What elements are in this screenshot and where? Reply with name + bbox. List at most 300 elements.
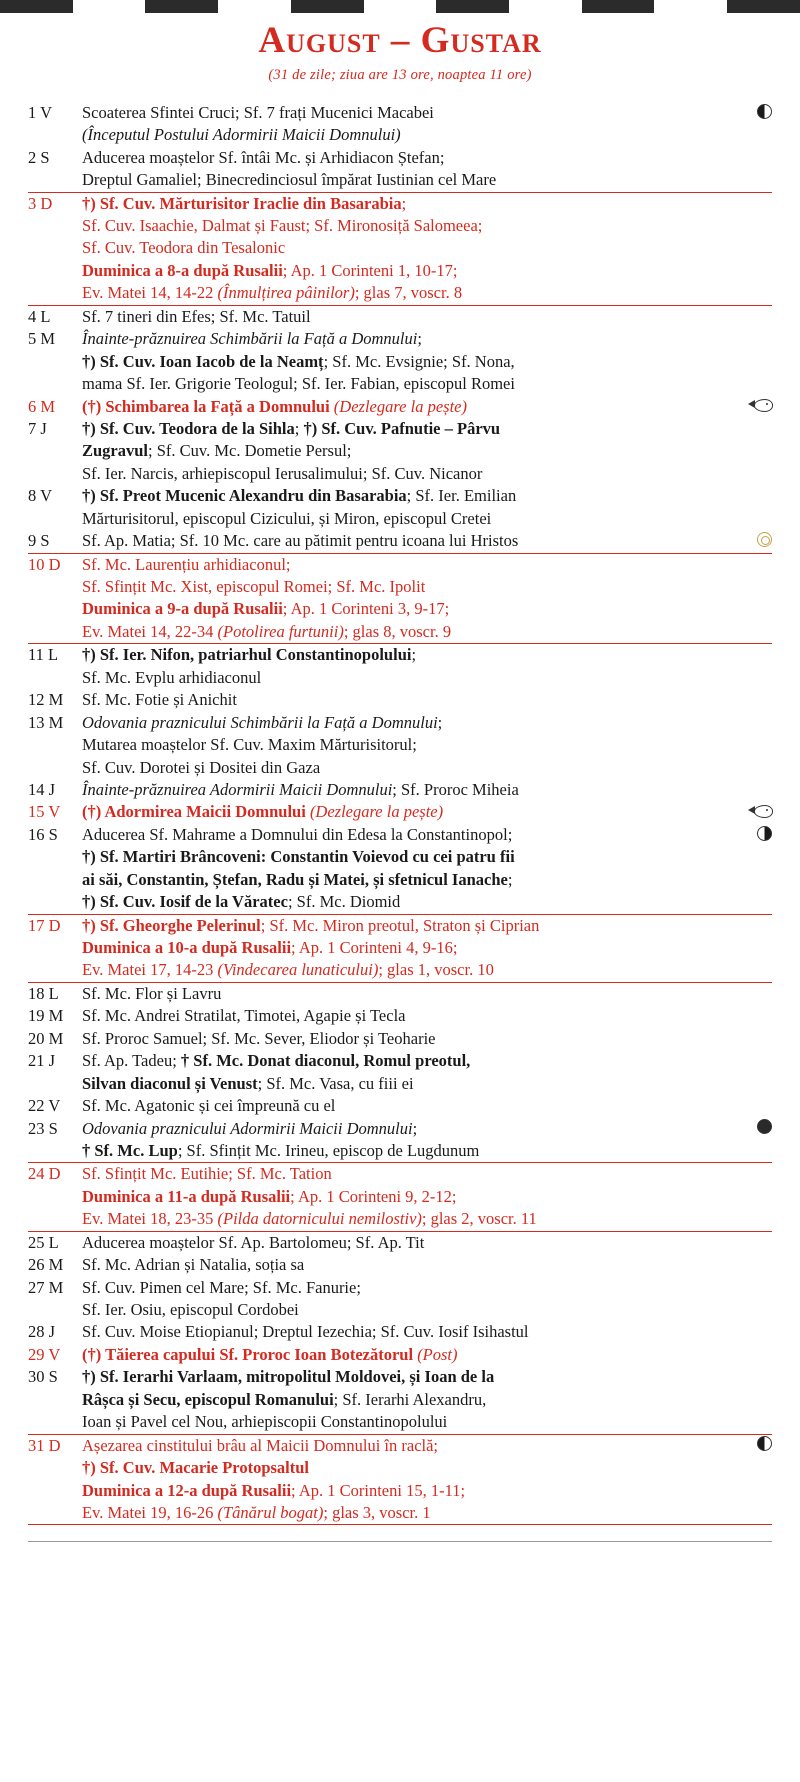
top-bar-segment — [73, 0, 146, 13]
day-number: 3 D — [28, 193, 53, 213]
day-number: 11 L — [28, 645, 59, 665]
entry-line — [82, 891, 746, 913]
moon-phase-slot — [746, 1366, 772, 1434]
entry-text-run: ; glas 7, voscr. 8 — [354, 283, 463, 303]
entry-line — [82, 1344, 746, 1366]
day-entry-text — [82, 1163, 746, 1231]
entry-text-run: Sf. Cuv. Isaachie, Dalmat și Faust; Sf. Mironosiță Salomeea; — [82, 216, 483, 236]
calendar-row — [28, 1321, 772, 1343]
entry-line — [82, 1028, 746, 1050]
entry-line — [82, 779, 746, 801]
entry-text-run: ; glas 2, voscr. 11 — [421, 1209, 537, 1229]
day-number: 25 L — [28, 1232, 59, 1252]
moon-phase-slot — [746, 644, 772, 689]
entry-text-run: Duminica a 8-a după Rusalii — [82, 260, 283, 280]
calendar-row — [28, 1277, 772, 1322]
entry-text-run: ; — [294, 418, 304, 438]
entry-text-run: (†) Adormirea Maicii Domnului — [82, 802, 306, 822]
day-number: 30 S — [28, 1367, 58, 1387]
entry-text-run: ; Ap. 1 Corinteni 15, 1-11; — [291, 1480, 466, 1500]
calendar-row — [28, 1254, 772, 1276]
calendar-row — [28, 1344, 772, 1366]
entry-line — [82, 801, 746, 823]
day-number: 18 L — [28, 983, 59, 1003]
entry-text-run: Sf. Mc. Agatonic și cei împreună cu el — [82, 1096, 336, 1116]
entry-text-run: Înainte-prăznuirea Adormirii Maicii Domnului — [82, 779, 393, 799]
entry-line — [82, 576, 746, 598]
entry-text-run: †) Sf. Ier. Nifon, patriarhul Constantinopolului — [82, 645, 412, 665]
entry-line — [82, 554, 746, 576]
entry-line — [82, 508, 746, 530]
entry-line — [82, 1411, 746, 1433]
entry-text-run: Aducerea moаștelor Sf. Ap. Bartolomeu; Sf. Ap. Tit — [82, 1232, 425, 1252]
entry-line — [82, 1140, 746, 1162]
entry-text-run: (Post) — [417, 1344, 458, 1364]
entry-text-run: Odovania praznicului Adormirii Maicii Domnului — [82, 1118, 413, 1138]
entry-text-run: Mărturisitorul, episcopul Cizicului, și Miron, episcopul Cretei — [82, 508, 492, 528]
moon-phase-slot — [746, 1254, 772, 1276]
moon-full-icon — [757, 1119, 772, 1134]
entry-line — [82, 846, 746, 868]
entry-text-run: Ev. Matei 14, 22-34 — [82, 621, 218, 641]
entry-text-run: †) Sf. Cuv. Pafnutie – Pârvu — [303, 418, 501, 438]
entry-line — [82, 1435, 746, 1457]
entry-line — [82, 1118, 746, 1140]
calendar-row — [28, 192, 772, 305]
day-number: 15 V — [28, 802, 61, 822]
entry-text-run: Duminica a 12-a după Rusalii — [82, 1480, 292, 1500]
entry-text-run: (Vindecarea lunaticului) — [217, 960, 379, 980]
calendar-row — [28, 1028, 772, 1050]
moon-phase-slot — [746, 689, 772, 711]
day-number: 1 V — [28, 102, 52, 122]
entry-text-run: Duminica a 9-a după Rusalii — [82, 599, 283, 619]
entry-text-run: ; — [437, 712, 443, 732]
page-title: August – Gustar — [258, 20, 542, 61]
entry-line — [82, 869, 746, 891]
entry-line — [82, 1299, 746, 1321]
entry-line — [82, 373, 746, 395]
entry-text-run: Sf. Mc. Adrian și Natalia, soția sa — [82, 1255, 305, 1275]
entry-text-run: Scoaterea Sfintei Cruci; Sf. 7 frați Mucenici Macabei — [82, 102, 434, 122]
moon-phase-slot — [746, 1277, 772, 1322]
entry-text-run: ; — [417, 329, 422, 349]
day-entry-text — [82, 147, 746, 192]
entry-line — [82, 734, 746, 756]
moon-phase-slot — [746, 1005, 772, 1027]
day-number: 10 D — [28, 554, 61, 574]
entry-line — [82, 418, 746, 440]
day-number: 27 M — [28, 1277, 64, 1297]
entry-line — [82, 169, 746, 191]
day-number: 14 J — [28, 779, 56, 799]
calendar-row — [28, 914, 772, 982]
calendar-row — [28, 1366, 772, 1434]
entry-line — [82, 824, 746, 846]
entry-line — [82, 328, 746, 350]
calendar-row — [28, 102, 772, 147]
entry-text-run: (Potolirea furtunii) — [217, 621, 344, 641]
entry-text-run: Ev. Matei 19, 16-26 — [82, 1502, 218, 1522]
entry-line — [82, 1005, 746, 1027]
entry-line — [82, 757, 746, 779]
calendar-row — [28, 801, 772, 823]
entry-line — [82, 260, 746, 282]
entry-line — [82, 1095, 746, 1117]
day-entry-text — [82, 1434, 746, 1525]
calendar-table — [28, 102, 772, 1526]
entry-text-run: ; Sf. Ier. Emilian — [406, 486, 517, 506]
entry-text-run: Duminica a 11-a după Rusalii — [82, 1186, 291, 1206]
day-number: 13 M — [28, 712, 64, 732]
entry-text-run: †) Sf. Cuv. Ioan Iacob de la Neamț — [82, 351, 324, 371]
entry-text-run: Sf. Mc. Evplu arhidiaconul — [82, 667, 262, 687]
entry-text-run: Așezarea cinstitului brâu al Maicii Domnului în raclă; — [82, 1435, 439, 1455]
entry-text-run: (Dezlegare la pește) — [333, 396, 467, 416]
day-number: 6 M — [28, 396, 56, 416]
day-number: 24 D — [28, 1164, 61, 1184]
entry-text-run: ; Sf. Mc. Diomid — [287, 892, 401, 912]
moon-phase-icon — [746, 530, 772, 553]
entry-text-run: ; Ap. 1 Corinteni 3, 9-17; — [282, 599, 450, 619]
entry-line — [82, 215, 746, 237]
top-bar-segment — [582, 0, 655, 13]
calendar-row — [28, 982, 772, 1005]
entry-text-run: ; Ap. 1 Corinteni 4, 9-16; — [291, 938, 458, 958]
entry-line — [82, 237, 746, 259]
entry-line — [82, 1502, 746, 1524]
day-number: 20 M — [28, 1028, 64, 1048]
day-entry-text — [82, 1366, 746, 1434]
entry-text-run: ; — [401, 193, 407, 213]
entry-text-run: Sf. Mc. Fotie și Anichit — [82, 690, 237, 710]
calendar-row — [28, 305, 772, 328]
top-bar-segment — [145, 0, 218, 13]
entry-line — [82, 1480, 746, 1502]
entry-text-run: Sf. Mc. Laurențiu arhidiaconul; — [82, 554, 291, 574]
moon-first-quarter-icon — [757, 826, 772, 841]
fish-icon — [746, 396, 772, 418]
entry-text-run: ai săi, Constantin, Ștefan, Radu și Matei, și sfetnicul Ianache — [82, 869, 508, 889]
day-entry-text — [82, 1005, 746, 1027]
entry-text-run: †) Sf. Cuv. Iosif de la Văratec — [82, 892, 288, 912]
entry-text-run: ; Sf. Sfințit Mc. Irineu, episcop de Lugdunum — [177, 1140, 480, 1160]
top-bar-segment — [218, 0, 291, 13]
calendar-row — [28, 396, 772, 418]
calendar-row — [28, 824, 772, 914]
calendar-row — [28, 712, 772, 779]
entry-text-run: Ioan și Pavel cel Nou, arhiepiscopii Constantinopolului — [82, 1412, 448, 1432]
day-entry-text — [82, 530, 746, 553]
day-entry-text — [82, 485, 746, 530]
entry-text-run: † Sf. Mc. Donat diaconul, Romul preotul, — [180, 1051, 471, 1071]
moon-phase-slot — [746, 1163, 772, 1231]
entry-text-run: ; glas 1, voscr. 10 — [378, 960, 494, 980]
calendar-row — [28, 1005, 772, 1027]
top-bar-segment — [364, 0, 437, 13]
moon-phase-slot — [746, 1050, 772, 1095]
day-number: 21 J — [28, 1051, 56, 1071]
entry-text-run: Sf. Sfințit Mc. Eutihie; Sf. Mc. Tation — [82, 1164, 332, 1184]
moon-phase-slot — [746, 328, 772, 395]
entry-text-run: ; — [411, 645, 417, 665]
entry-text-run: Sf. 7 tineri din Efes; Sf. Mc. Tatuil — [82, 306, 311, 326]
entry-text-run: ; Ap. 1 Corinteni 1, 10-17; — [282, 260, 458, 280]
moon-last-quarter-icon — [757, 104, 772, 119]
entry-text-run: Râșca și Secu, episcopul Romanului — [82, 1389, 334, 1409]
entry-line — [82, 644, 746, 666]
day-entry-text — [82, 1231, 746, 1254]
day-entry-text — [82, 801, 746, 823]
entry-text-run: Duminica a 10-a după Rusalii — [82, 938, 292, 958]
entry-text-run: Sf. Cuv. Dorotei și Dositei din Gaza — [82, 757, 321, 777]
moon-phase-slot — [746, 192, 772, 305]
entry-text-run: Zugravul — [82, 441, 149, 461]
entry-line — [82, 1186, 746, 1208]
day-entry-text — [82, 1028, 746, 1050]
bottom-divider — [28, 1541, 772, 1542]
top-bar-segment — [436, 0, 509, 13]
entry-text-run: †) Sf. Cuv. Teodora de la Sihla — [82, 418, 295, 438]
entry-text-run: ; Sf. Mc. Miron preotul, Straton și Ciprian — [260, 915, 540, 935]
entry-text-run: mama Sf. Ier. Grigorie Teologul; Sf. Ier. Fabian, episcopul Romei — [82, 374, 515, 394]
entry-text-run: Ev. Matei 14, 14-22 — [82, 283, 218, 303]
moon-phase-slot — [746, 982, 772, 1005]
calendar-row — [28, 779, 772, 801]
top-bar-segment — [654, 0, 727, 13]
moon-phase-slot — [746, 418, 772, 485]
day-entry-text — [82, 1050, 746, 1095]
entry-line — [82, 1389, 746, 1411]
calendar-row — [28, 1434, 772, 1525]
entry-line — [82, 1208, 746, 1230]
entry-line — [82, 1163, 746, 1185]
moon-phase-slot — [746, 712, 772, 779]
moon-phase-slot — [746, 147, 772, 192]
entry-text-run: Dreptul Gamaliel; Binecredinciosul împărat Iustinian cel Mare — [82, 170, 497, 190]
day-entry-text — [82, 1254, 746, 1276]
calendar-row — [28, 689, 772, 711]
entry-line — [82, 915, 746, 937]
day-entry-text — [82, 1095, 746, 1117]
day-number: 9 S — [28, 531, 50, 551]
entry-text-run: Ev. Matei 17, 14-23 — [82, 960, 218, 980]
entry-text-run: †) Sf. Gheorghe Pelerinul — [82, 915, 261, 935]
entry-line — [82, 621, 746, 643]
entry-text-run: Sf. Ap. Tadeu; — [82, 1051, 181, 1071]
entry-line — [82, 983, 746, 1005]
day-entry-text — [82, 982, 746, 1005]
entry-text-run: Înainte-prăznuirea Schimbării la Față a Domnului — [82, 329, 418, 349]
moon-phase-icon — [746, 1118, 772, 1163]
day-entry-text — [82, 418, 746, 485]
entry-text-run: Sf. Ier. Narcis, arhiepiscopul Ierusalimului; Sf. Cuv. Nicanor — [82, 463, 483, 483]
entry-text-run: †) Sf. Preot Mucenic Alexandru din Basarabia — [82, 486, 407, 506]
entry-text-run: (†) Schimbarea la Față a Domnului — [82, 396, 330, 416]
entry-text-run: ; Sf. Cuv. Mc. Dometie Persul; — [148, 441, 352, 461]
calendar-row — [28, 530, 772, 553]
entry-line — [82, 667, 746, 689]
calendar-row — [28, 147, 772, 192]
moon-phase-icon — [746, 1434, 772, 1525]
entry-line — [82, 102, 746, 124]
day-number: 19 M — [28, 1006, 64, 1026]
entry-text-run: †) Sf. Martiri Brâncoveni: Constantin Voievod cu cei patru fii — [82, 847, 515, 867]
entry-text-run: (Înmulțirea pâinilor) — [217, 283, 355, 303]
moon-phase-slot — [746, 914, 772, 982]
entry-text-run: (Pilda datornicului nemilostiv) — [217, 1209, 422, 1229]
moon-phase-icon — [746, 102, 772, 147]
entry-line — [82, 193, 746, 215]
entry-text-run: Sf. Proroc Samuel; Sf. Mc. Sever, Eliodor și Teoharie — [82, 1028, 436, 1048]
entry-line — [82, 598, 746, 620]
day-number: 8 V — [28, 486, 52, 506]
entry-line — [82, 396, 746, 418]
calendar-row — [28, 328, 772, 395]
moon-phase-slot — [746, 1095, 772, 1117]
entry-line — [82, 306, 746, 328]
entry-line — [82, 485, 746, 507]
calendar-row — [28, 1163, 772, 1231]
fish-icon — [746, 801, 772, 823]
calendar-row — [28, 1095, 772, 1117]
entry-text-run: Sf. Mc. Flor și Lavru — [82, 983, 222, 1003]
moon-last-quarter-icon — [757, 1436, 772, 1451]
entry-text-run: Sf. Mc. Andrei Stratilat, Timotei, Agapie și Tecla — [82, 1006, 406, 1026]
entry-text-run: (Tânărul bogat) — [217, 1502, 324, 1522]
moon-phase-slot — [746, 1321, 772, 1343]
entry-line — [82, 351, 746, 373]
moon-phase-slot — [746, 305, 772, 328]
decorative-top-bar — [0, 0, 800, 13]
day-entry-text — [82, 1118, 746, 1163]
day-entry-text — [82, 192, 746, 305]
entry-line — [82, 689, 746, 711]
day-entry-text — [82, 1344, 746, 1366]
calendar-row — [28, 418, 772, 485]
entry-line — [82, 147, 746, 169]
entry-line — [82, 530, 746, 552]
entry-text-run: Sf. Cuv. Moise Etiopianul; Dreptul Iezechia; Sf. Cuv. Iosif Isihastul — [82, 1322, 529, 1342]
day-number: 22 V — [28, 1096, 61, 1116]
entry-text-run: Sf. Sfințit Mc. Xist, episcopul Romei; Sf. Mc. Ipolit — [82, 577, 426, 597]
calendar-row — [28, 644, 772, 689]
entry-text-run: (Începutul Postului Adormirii Maicii Domnului) — [82, 125, 401, 145]
day-number: 12 M — [28, 690, 64, 710]
day-number: 23 S — [28, 1118, 58, 1138]
day-entry-text — [82, 328, 746, 395]
entry-line — [82, 1321, 746, 1343]
entry-text-run: Sf. Cuv. Pimen cel Mare; Sf. Mc. Fanurie; — [82, 1277, 361, 1297]
entry-text-run: Silvan diaconul și Venust — [82, 1073, 258, 1093]
moon-phase-icon — [746, 824, 772, 914]
moon-phase-slot — [746, 1028, 772, 1050]
moon-phase-slot — [746, 1344, 772, 1366]
entry-text-run: Ev. Matei 18, 23-35 — [82, 1209, 218, 1229]
moon-phase-slot — [746, 1231, 772, 1254]
entry-line — [82, 712, 746, 734]
entry-line — [82, 1457, 746, 1479]
moon-new-icon — [757, 532, 772, 547]
entry-text-run: Sf. Cuv. Teodora din Tesalonic — [82, 238, 286, 258]
entry-line — [82, 463, 746, 485]
entry-line — [82, 282, 746, 304]
calendar-row — [28, 1231, 772, 1254]
entry-text-run: Aducerea Sf. Mahrame a Domnului din Edesa la Constantinopol; — [82, 824, 513, 844]
entry-line — [82, 1254, 746, 1276]
entry-text-run: ; Sf. Proroc Miheia — [392, 779, 519, 799]
entry-line — [82, 1232, 746, 1254]
entry-text-run: (†) Tăierea capului Sf. Proroc Ioan Botezătorul — [82, 1344, 414, 1364]
day-number: 16 S — [28, 824, 58, 844]
entry-line — [82, 959, 746, 981]
entry-line — [82, 1277, 746, 1299]
day-entry-text — [82, 305, 746, 328]
entry-text-run: Mutarea moаștelor Sf. Cuv. Maxim Mărturisitorul; — [82, 735, 417, 755]
moon-phase-slot — [746, 553, 772, 644]
day-number: 7 J — [28, 418, 47, 438]
entry-text-run: †) Sf. Ierarhi Varlaam, mitropolitul Moldovei, și Ioan de la — [82, 1367, 495, 1387]
day-entry-text — [82, 396, 746, 418]
day-number: 5 M — [28, 329, 56, 349]
calendar-row — [28, 1118, 772, 1163]
top-bar-segment — [0, 0, 73, 13]
top-bar-segment — [509, 0, 582, 13]
day-entry-text — [82, 553, 746, 644]
entry-line — [82, 440, 746, 462]
day-entry-text — [82, 1277, 746, 1322]
day-number: 2 S — [28, 147, 50, 167]
day-entry-text — [82, 644, 746, 689]
entry-line — [82, 1050, 746, 1072]
entry-text-run: Sf. Ier. Osiu, episcopul Cordobei — [82, 1300, 299, 1320]
moon-phase-slot — [746, 779, 772, 801]
entry-line — [82, 937, 746, 959]
top-bar-segment — [291, 0, 364, 13]
entry-text-run: ; Ap. 1 Corinteni 9, 2-12; — [290, 1186, 457, 1206]
top-bar-segment — [727, 0, 800, 13]
day-number: 28 J — [28, 1322, 56, 1342]
moon-phase-slot — [746, 485, 772, 530]
day-entry-text — [82, 102, 746, 147]
day-number: 17 D — [28, 915, 61, 935]
entry-text-run: ; — [507, 869, 513, 889]
day-entry-text — [82, 824, 746, 914]
day-number: 4 L — [28, 306, 51, 326]
calendar-row — [28, 1050, 772, 1095]
entry-text-run: ; — [412, 1118, 418, 1138]
entry-line — [82, 124, 746, 146]
entry-line — [82, 1366, 746, 1388]
calendar-row — [28, 485, 772, 530]
entry-text-run: ; Sf. Mc. Evsignie; Sf. Nona, — [323, 351, 515, 371]
entry-text-run: (Dezlegare la pește) — [309, 802, 444, 822]
entry-text-run: †) Sf. Cuv. Macarie Protopsaltul — [82, 1458, 310, 1478]
day-number: 26 M — [28, 1255, 64, 1275]
entry-text-run: Odovania praznicului Schimbării la Față a Domnului — [82, 712, 438, 732]
day-entry-text — [82, 712, 746, 779]
entry-text-run: †) Sf. Cuv. Mărturisitor Iraclie din Basarabia — [82, 193, 402, 213]
entry-text-run: ; glas 3, voscr. 1 — [323, 1502, 431, 1522]
day-number: 31 D — [28, 1435, 61, 1455]
calendar-row — [28, 553, 772, 644]
day-entry-text — [82, 779, 746, 801]
entry-line — [82, 1073, 746, 1095]
entry-text-run: † Sf. Mc. Lup — [82, 1140, 178, 1160]
entry-text-run: ; Sf. Mc. Vasa, cu fiii ei — [257, 1073, 414, 1093]
page-subtitle: (31 de zile; ziua are 13 ore, noaptea 11 ore) — [268, 66, 532, 83]
day-number: 29 V — [28, 1344, 61, 1364]
